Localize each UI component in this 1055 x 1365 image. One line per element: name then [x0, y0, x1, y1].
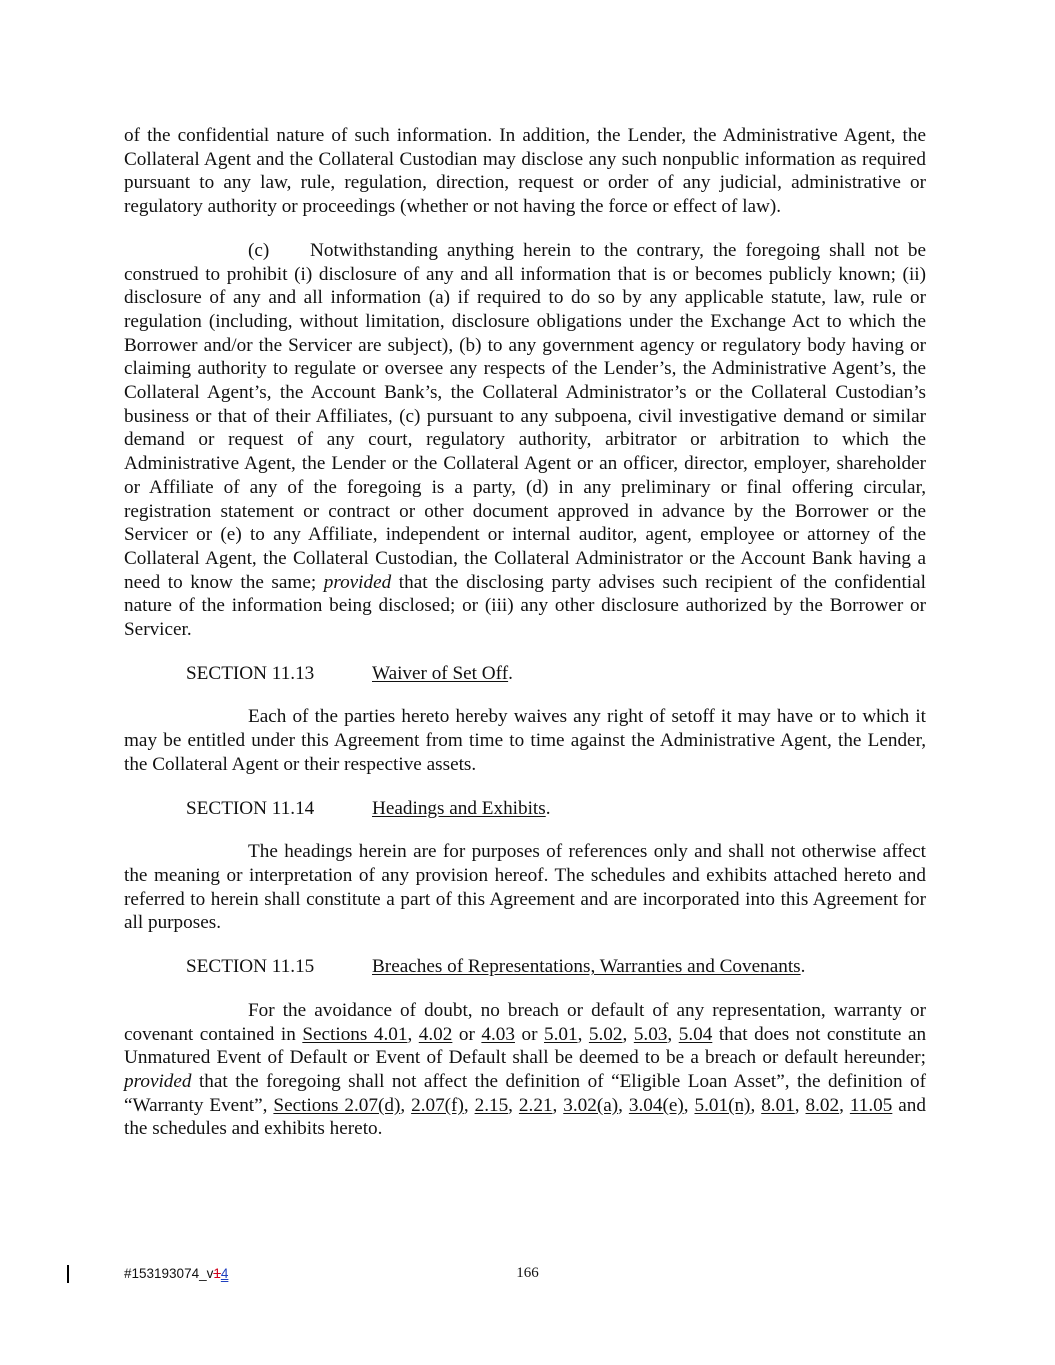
cross-reference-link[interactable]: 5.02 — [588, 1023, 623, 1045]
clause-label: (c) — [248, 239, 270, 261]
cross-reference-link[interactable]: 5.03 — [633, 1023, 668, 1045]
cross-reference-link[interactable]: 11.05 — [849, 1094, 893, 1116]
section-heading-11-15: SECTION 11.15 Breaches of Representations, Warranties and Covenants. — [186, 956, 806, 978]
paragraph-c-notwithstanding — [124, 239, 926, 642]
section-number: SECTION 11.15 — [186, 956, 315, 978]
section-heading-11-14: SECTION 11.14 Headings and Exhibits. — [186, 797, 551, 819]
paragraph-confidential-disclosure: of the confidential nature of such information. In addition, the Lender, the Administrative Agent, the Collateral Agent and the Collateral Custodian may disclose any such nonpublic information as required pursuant to any law, rule, regulation, direction, request or order of any judicial, administrative or regulatory authority or proceedings (whether or not having the force or effect of law). — [124, 125, 926, 218]
cross-reference-link[interactable]: 4.03 — [481, 1023, 515, 1045]
cross-reference-link[interactable]: 8.02 — [805, 1094, 840, 1116]
section-title: Waiver of Set Off — [372, 662, 509, 684]
cross-reference-link[interactable]: 4.02 — [418, 1023, 453, 1045]
cross-reference-link[interactable]: 3.04(e) — [628, 1094, 684, 1116]
page-footer — [0, 1264, 1055, 1284]
section-number: SECTION 11.14 — [186, 797, 315, 819]
cross-reference-link[interactable]: Sections 2.07(d) — [273, 1094, 401, 1116]
cross-reference-link[interactable]: 5.01 — [544, 1023, 578, 1045]
cross-reference-link[interactable]: 2.21 — [518, 1094, 553, 1116]
clause-text: Notwithstanding anything herein to the contrary, the foregoing shall not be construed to prohibit (i) disclosure of any and all information that is or becomes publicly known; (ii) disclosure of any and all information (a) if required to do so by any applicable statute, law, rule or regulation (including, without limitation, disclosure obligations under the Exchange Act to which the Borrower and/or the Servicer are subject), (b) to any government agency or regulatory body having or claiming authority to regulate or oversee any respects of the Lender’s, the Administrative Agent’s, the Collateral Agent’s, the Account Bank’s, the Collateral Administrator’s or the Collateral Custodian’s business or that of their Affiliates, (c) pursuant to any subpoena, civil investigative demand or similar demand or request of any court, regulatory authority, arbitrator or arbitration to which the Administrative Agent, the Lender or the Collateral Agent or an officer, director, employer, shareholder or Affiliate of any of the foregoing is a party, (d) in any preliminary or final offering circular, registration statement or contract or other document approved in advance by the Borrower or the Servicer or (e) to any Affiliate, independent or internal auditor, agent, employee or attorney of the Collateral Agent, the Collateral Custodian, the Collateral Administrator or the Account Bank having a need to know the same; — [124, 239, 926, 593]
cross-reference-link[interactable]: Sections 4.01 — [302, 1023, 408, 1045]
deleted-version-number: 1 — [213, 1266, 221, 1281]
cross-reference-link[interactable]: 2.07(f) — [411, 1094, 464, 1116]
italic-provided: provided — [323, 571, 392, 593]
section-number: SECTION 11.13 — [186, 662, 315, 684]
inserted-version-number: 4 — [220, 1266, 229, 1281]
cross-reference-link[interactable]: 5.04 — [678, 1023, 713, 1045]
page-number: 166 — [516, 1265, 539, 1281]
cross-reference-link[interactable]: 8.01 — [761, 1094, 795, 1116]
section-body-11-14: The headings herein are for purposes of references only and shall not otherwise affect the meaning or interpretation of any provision hereof. The schedules and exhibits attached hereto and referred to herein shall constitute a part of this Agreement and are incorporated into this Agreement for all purposes. — [124, 841, 926, 934]
cross-reference-link[interactable]: 5.01(n) — [694, 1094, 751, 1116]
clause-text-continued: that the disclosing party advises such recipient of the confidential nature of the information being disclosed; or (iii) any other disclosure authorized by the Borrower or Servicer. — [124, 571, 926, 641]
document-id-prefix: #153193074_v — [124, 1266, 214, 1281]
cross-reference-link[interactable]: 2.15 — [474, 1094, 509, 1116]
section-body-11-15: For the avoidance of doubt, no breach or default of any representation, warranty or covenant contained in Sections 4.01, 4.02 or 4.03 or 5.01, 5.02, 5.03, 5.04 that does not constitute an Unmatured Event of Default or Event of Default shall be deemed to be a breach or default hereunder; provided that the foregoing shall not affect the definition of “Eligible Loan Asset”, the definition of “Warranty Event”, Sections 2.07(d), 2.07(f), 2.15, 2.21, 3.02(a), 3.04(e), 5.01(n), 8.01, 8.02, 11.05 and the schedules and exhibits hereto. — [124, 999, 927, 1140]
section-heading-11-13: SECTION 11.13 Waiver of Set Off. — [186, 662, 513, 684]
italic-provided: provided — [124, 1070, 192, 1092]
section-title: Headings and Exhibits — [372, 797, 546, 819]
document-body — [124, 124, 926, 1141]
cross-reference-link[interactable]: 3.02(a) — [563, 1094, 619, 1116]
section-body-11-13: Each of the parties hereto hereby waives any right of setoff it may have or to which it may be entitled under this Agreement from time to time against the Administrative Agent, the Lender, the Collateral Agent or their respective assets. — [124, 706, 926, 775]
section-title: Breaches of Representations, Warranties and Covenants — [372, 956, 801, 978]
